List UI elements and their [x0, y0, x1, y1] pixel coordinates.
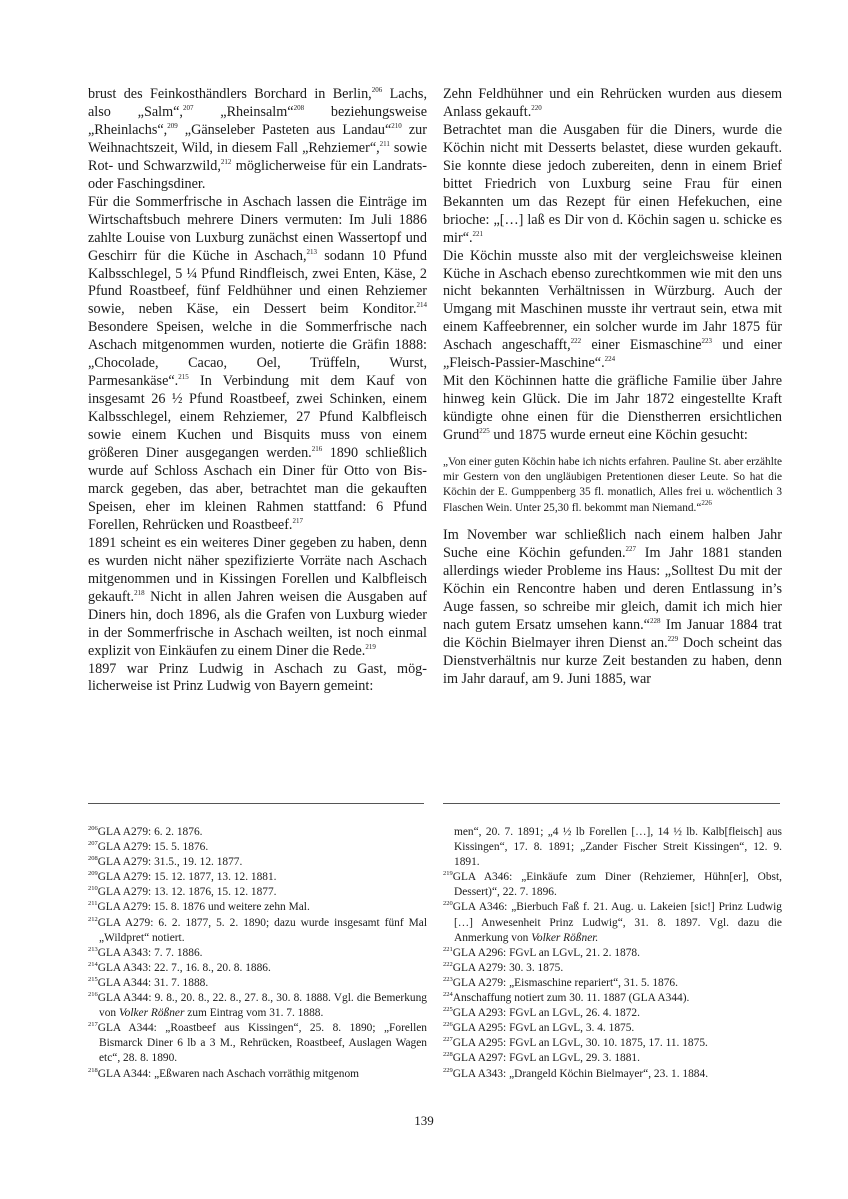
footnote-reference[interactable]: 224 [604, 355, 616, 364]
text-run: Im Januar 1884 trat die Köchin Bielmayer ihren Dienst an. [443, 616, 782, 651]
text-run: GLA A279: 15. 5. 1876. [97, 841, 209, 854]
footnote-number: 217 [88, 1021, 98, 1029]
text-run: Betrachtet man die Ausgaben für die Diners, wurde die Köchin nicht mit Desserts belastet, diese wurden gekauft. Sie konnte diese jedoch zubereiten, denn in einem Brief bittet Friedrich von Luxburg seine Frau für einen Bekannten um das Rezept für einen Hefekuchen, eine brioche: „[…] laß es Dir von d. Köchin sagen u. schicke es mir“. [443, 121, 782, 246]
footnote-number: 212 [88, 915, 98, 923]
footnote [88, 885, 427, 900]
italic-author-name: Volker Rößner. [531, 931, 599, 944]
paragraph [443, 248, 782, 374]
text-run: GLA A344: „Eßwaren nach Aschach vorräthig mitgenom [97, 1067, 360, 1080]
text-run: GLA A343: 7. 7. 1886. [97, 946, 203, 959]
text-run: GLA A295: FGvL an LGvL, 30. 10. 1875, 17. 11. 1875. [452, 1037, 708, 1050]
footnote-number: 222 [443, 960, 453, 968]
footnote-number: 221 [443, 945, 453, 953]
footnote-number: 220 [443, 900, 453, 908]
footnote [443, 946, 782, 961]
footnote [88, 825, 427, 840]
footnote [443, 1036, 782, 1051]
footnote-number: 210 [88, 885, 98, 893]
footnote-number: 213 [88, 945, 98, 953]
text-run: einer Eismaschine [581, 337, 702, 354]
footnote-reference[interactable]: 210 [391, 121, 402, 130]
footnote-separator-left [88, 803, 424, 804]
text-run: GLA A296: FGvL an LGvL, 21. 2. 1878. [452, 946, 640, 959]
footnote [88, 900, 427, 915]
footnote-number: 224 [443, 991, 453, 999]
italic-author-name: Volker Rößner [118, 1007, 185, 1020]
footnote-number: 206 [88, 825, 98, 832]
text-run: men“, 20. 7. 1891; „4 ½ lb Forellen […], 14 ½ lb. Kalb[fleisch] aus Kissingen“, 17. 8. 1891; „Zander Fischer Streit Kissingen“, 12. 9. 1891. [454, 826, 782, 869]
footnote-number: 216 [88, 991, 98, 999]
footnote-separator-right [443, 803, 780, 804]
footnote [443, 976, 782, 991]
footnote-reference[interactable]: 222 [570, 337, 582, 346]
footnote-reference[interactable]: 221 [472, 229, 484, 238]
footnotes-right [443, 825, 782, 1082]
footnotes-left [88, 825, 427, 1082]
text-run: „Gänseleber Pasteten aus Landau“ [177, 121, 392, 138]
footnote [88, 1021, 427, 1066]
text-run: GLA A295: FGvL an LGvL, 3. 4. 1875. [452, 1022, 635, 1035]
page-number: 139 [414, 1113, 434, 1128]
text-run: 1890 schließlich wurde auf Schloss Aschach ein Diner für Otto von Bismarck gegeben, das aber, betrachtet man die gekauften Speisen, eher im kleinen Rahmen stattfand: 6 Pfund Forellen, Rehrücken und Roastbeef. [88, 445, 427, 533]
footnote-reference[interactable]: 227 [625, 544, 637, 553]
footnote-reference[interactable]: 217 [292, 516, 303, 525]
text-run: 1897 war Prinz Ludwig in Aschach zu Gast, möglicherweise ist Prinz Ludwig von Bayern gemeint: [88, 660, 427, 695]
footnote [443, 991, 782, 1006]
text-run: GLA A279: „Eismaschine repariert“, 31. 5. 1876. [452, 976, 678, 989]
text-run: Im Jahr 1881 standen allerdings wieder Probleme ins Haus: „Solltest Du mit der Köchin ein Rencontre haben und deren Entlassung in’s Auge fassen, so schreibe mir gleich, damit ich mich hier nach gutem Ersatz umsehen kann.“ [443, 544, 782, 633]
footnote [88, 976, 427, 991]
footnote [88, 991, 427, 1021]
footnote-reference[interactable]: 213 [306, 247, 318, 256]
body-column-left [88, 86, 427, 696]
footnote-reference[interactable]: 211 [379, 139, 390, 148]
footnote-reference[interactable]: 218 [134, 588, 145, 597]
text-run: „Rheinsalm“ [193, 103, 294, 120]
text-run: möglicherweise für ein Landrats- oder Faschingsdiner. [88, 157, 428, 192]
text-run: GLA A279: 15. 12. 1877, 13. 12. 1881. [97, 871, 277, 884]
text-run: brust des Feinkosthändlers Borchard in Berlin, [88, 86, 372, 102]
footnote [88, 870, 427, 885]
text-run: zur Weihnachtszeit, Wild, in diesem Fall „Rehziemer“, [88, 121, 427, 156]
footnote [443, 1021, 782, 1036]
text-run: sowie Rot- und Schwarzwild, [88, 139, 427, 174]
footnote-reference[interactable]: 226 [701, 498, 712, 507]
text-run: GLA A279: 30. 3. 1875. [452, 961, 564, 974]
footnote [443, 870, 782, 900]
footnote-number: 223 [443, 975, 453, 983]
footnote-number: 229 [443, 1066, 453, 1074]
footnote-number: 208 [88, 855, 98, 863]
footnote-reference[interactable]: 223 [701, 337, 713, 346]
text-run: GLA A293: FGvL an LGvL, 26. 4. 1872. [452, 1007, 640, 1020]
text-run: beziehungsweise „Rheinlachs“, [88, 103, 427, 138]
text-run: GLA A343: 22. 7., 16. 8., 20. 8. 1886. [97, 961, 271, 974]
footnote-reference[interactable]: 214 [416, 301, 427, 310]
footnote [88, 855, 427, 870]
block-quote [443, 455, 782, 516]
body-column-right [443, 86, 782, 688]
footnote-reference[interactable]: 212 [220, 157, 232, 166]
footnote-number: 226 [443, 1021, 453, 1029]
footnote [443, 1051, 782, 1066]
footnote-number: 207 [88, 840, 98, 848]
paragraph [443, 122, 782, 248]
footnote-reference[interactable]: 225 [479, 427, 490, 436]
text-run: Besondere Speisen, welche in die Sommerfrische nach Aschach mitgenommen wurden, notierte die Gräfin 1888: „Chocolade, Cacao, Oel, Trüffeln, Wurst, Parmesankäse“. [88, 319, 427, 390]
text-run: sodann 10 Pfund Kalbsschlegel, 5 ¼ Pfund Rindfleisch, zwei Enten, Käse, 2 Pfund Roastbeef, fünf Feldhühner und einen Rehziemer sowie, neben Käse, ein Dessert beim Konditor. [88, 247, 427, 318]
footnote-reference[interactable]: 209 [167, 121, 178, 130]
text-run: Nicht in allen Jahren weisen die Ausgaben auf Diners hin, doch 1896, als die Grafen von Luxburg wieder in der Sommerfrische in Aschach weilten, ist noch einmal explizit von Einkäufen zu einem Diner die Rede. [88, 588, 427, 659]
footnote-reference[interactable]: 215 [178, 373, 189, 382]
text-run: GLA A279: 6. 2. 1877, 5. 2. 1890; dazu wurde insgesamt fünf Mal „Wildpret“ notiert. [97, 916, 427, 944]
footnote [443, 900, 782, 945]
footnote [88, 946, 427, 961]
text-run: und 1875 wurde erneut eine Köchin gesucht: [489, 427, 748, 444]
footnote [88, 1067, 427, 1082]
footnote-reference[interactable]: 228 [649, 616, 661, 625]
text-run: Anschaffung notiert zum 30. 11. 1887 (GLA A344). [452, 992, 690, 1005]
footnote [443, 961, 782, 976]
footnote-number: 227 [443, 1036, 453, 1044]
paragraph [443, 373, 782, 445]
footnote-reference[interactable]: 207 [182, 103, 194, 112]
text-run: 1891 scheint es ein weiteres Diner gegeben zu haben, denn es wurden nicht näher spezifizierte Vorräte nach Aschach mitgenommen und in Kissingen Forellen und Kalbfleisch gekauft. [88, 534, 427, 605]
text-run: Die Köchin musste also mit der vergleichsweise kleinen Küche in Aschach ebenso zurechtkommen wie mit den uns nicht bekannten Verhältnissen in Würzburg. Auch der Umgang mit Maschinen musste ihr vertraut sein, etwa mit einem Kaffeebrenner, ein solcher wurde im Jahr 1875 für Aschach angeschafft, [443, 247, 782, 354]
footnote-reference[interactable]: 219 [365, 642, 376, 651]
text-run: zum Eintrag vom 31. 7. 1888. [184, 1007, 324, 1020]
footnote-number: 225 [443, 1006, 453, 1014]
footnote [443, 1067, 782, 1082]
text-run: „Von einer guten Köchin habe ich nichts erfahren. Pauline St. aber erzählte mir Gestern von den ungläubigen Pretentionen dieser Leute. So hat die Köchin der E. Gumppenberg 35 fl. monatlich, Alles frei u. wöchentlich 3 Flaschen Wein. Unter 25,30 fl. bekommt man Niemand.“ [443, 456, 782, 514]
text-run: Lachs, also „Salm“, [88, 86, 427, 120]
text-run: Doch scheint das Dienstverhältnis nur kurze Zeit bestanden zu haben, denn im Jahr darauf, am 9. Juni 1885, war [443, 634, 782, 687]
footnote-number: 228 [443, 1051, 453, 1059]
text-run: GLA A346: „Bierbuch Faß f. 21. Aug. u. Lakeien [sic!] Prinz Ludwig […] Anwesenheit Prinz Ludwig“, 31. 8. 1897. Vgl. dazu die Anmerkung von [452, 901, 782, 944]
text-run: Mit den Köchinnen hatte die gräfliche Familie über Jahre hinweg kein Glück. Die im Jahr 1872 eingestellte Kraft kündigte ohne einen für die Dienstherren ersichtlichen Grund [443, 373, 782, 444]
footnote-reference[interactable]: 206 [371, 86, 383, 94]
paragraph [88, 86, 427, 194]
footnote-number: 219 [443, 870, 453, 878]
text-run: GLA A297: FGvL an LGvL, 29. 3. 1881. [452, 1052, 640, 1065]
text-run: GLA A279: 13. 12. 1876, 15. 12. 1877. [97, 886, 277, 899]
paragraph [443, 86, 782, 122]
text-run: Für die Sommerfrische in Aschach lassen die Einträge im Wirtschaftsbuch mehrere Diners vermuten: Im Juli 1886 zahlte Louise von Luxburg zunächst einen Wassertopf und Geschirr für die Küche in Aschach, [88, 193, 427, 264]
footnote-number: 214 [88, 960, 98, 968]
text-run: GLA A343: „Drangeld Köchin Bielmayer“, 23. 1. 1884. [452, 1067, 709, 1080]
text-run: GLA A279: 6. 2. 1876. [97, 826, 203, 838]
paragraph [88, 535, 427, 661]
text-run: GLA A279: 31.5., 19. 12. 1877. [97, 856, 243, 869]
footnote-number: 211 [88, 900, 98, 908]
text-run: GLA A344: 9. 8., 20. 8., 22. 8., 27. 8., 30. 8. 1888. Vgl. die Bemerkung von [97, 992, 427, 1020]
footnote [88, 916, 427, 946]
text-run: GLA A344: 31. 7. 1888. [97, 976, 209, 989]
footnote-reference[interactable]: 220 [531, 103, 542, 112]
text-run: und einer „Fleisch-Passier-Maschine“. [443, 337, 782, 372]
paragraph [88, 194, 427, 535]
footnote-number: 218 [88, 1066, 98, 1074]
text-run: GLA A346: „Einkäufe zum Diner (Rehziemer, Hühn[er], Obst, Dessert)“, 22. 7. 1896. [452, 871, 782, 899]
footnote-reference[interactable]: 216 [311, 445, 323, 454]
footnote [88, 840, 427, 855]
text-run: Im November war schließlich nach einem halben Jahr Suche eine Köchin gefunden. [443, 526, 782, 561]
text-run: GLA A344: „Roastbeef aus Kissingen“, 25. 8. 1890; „Forellen Bismarck Diner 6 lb a 3 M., Rehrücken, Roastbeef, Auslagen Wagen etc“, 28. 8. 1890. [97, 1022, 427, 1065]
footnote-reference[interactable]: 208 [293, 103, 305, 112]
footnote [88, 961, 427, 976]
text-run: In Verbindung mit dem Kauf von insgesamt 26 ½ Pfund Roastbeef, zwei Schinken, einem Kalbsschlegel, einem Rehziemer, 27 Pfund Kalbfleisch sowie einem Kuchen und Bisquits muss von einem größeren Diner ausgegangen werden. [88, 373, 427, 462]
text-run: Zehn Feldhühner und ein Rehrücken wurden aus diesem Anlass gekauft. [443, 86, 782, 120]
footnote-number: 209 [88, 870, 98, 878]
paragraph [88, 661, 427, 697]
text-run: GLA A279: 15. 8. 1876 und weitere zehn Mal. [97, 901, 310, 914]
paragraph [443, 527, 782, 689]
footnote [443, 1006, 782, 1021]
footnote-reference[interactable]: 229 [667, 634, 679, 643]
footnote [443, 825, 782, 870]
footnote-number: 215 [88, 975, 98, 983]
